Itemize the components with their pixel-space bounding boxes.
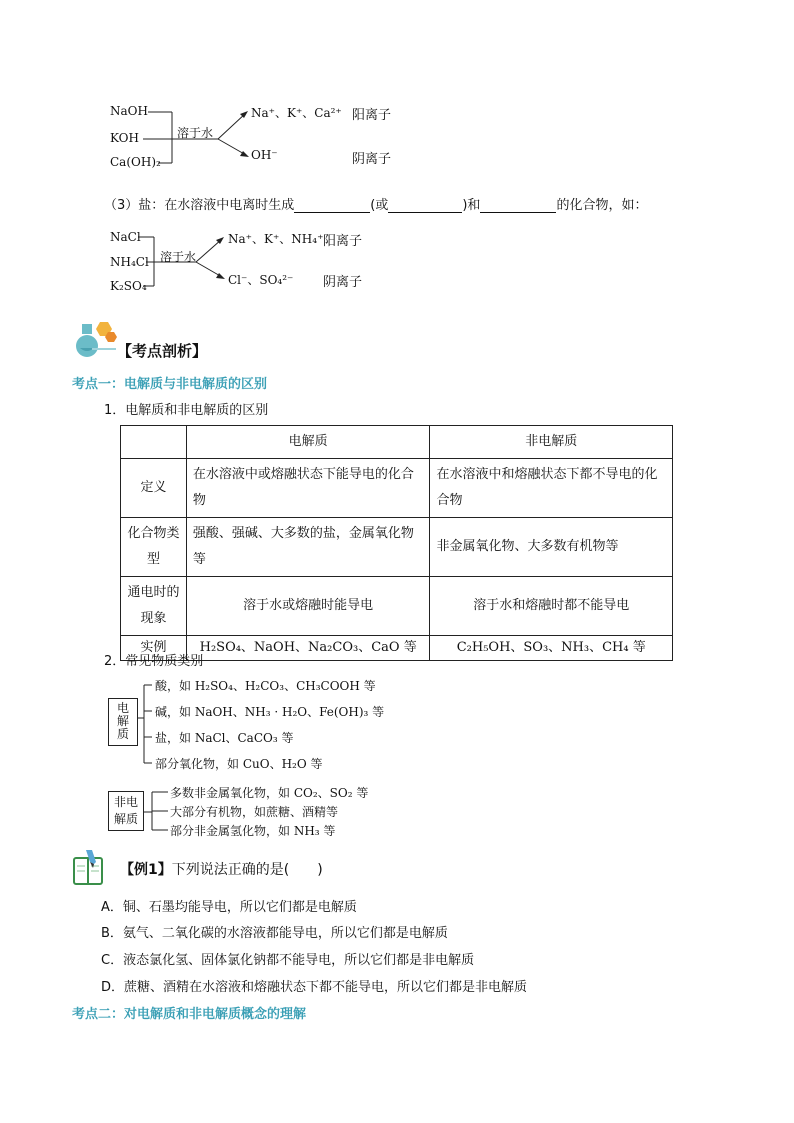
option-b[interactable]: B．氨气、二氧化碳的水溶液都能导电，所以它们都是电解质 [101,926,448,941]
class-item: 酸，如 H₂SO₄、H₂CO₃、CH₃COOH 等 [155,679,376,693]
option-c[interactable]: C．液态氯化氢、固体氯化钠都不能导电，所以它们都是非电解质 [101,953,475,968]
item1-heading: 1．电解质和非电解质的区别 [104,403,269,418]
answer-blank-1[interactable] [294,198,370,213]
nonelectrolyte-box-label: 非电解质 [113,795,138,826]
salt-definition-line [104,194,647,213]
table-cell: 实例 [121,636,187,661]
salt-item-nacl: NaCl [110,230,141,244]
nonelectrolyte-box [108,791,144,831]
class-item: 大部分有机物，如蔗糖、酒精等 [170,805,339,819]
salt-text-2: (或 [370,198,389,213]
comparison-table [120,425,673,661]
example-question-line [120,859,323,879]
point2-title: 考点二：对电解质和非电解质概念的理解 [72,1007,307,1022]
option-a[interactable]: A．铜、石墨均能导电，所以它们都是电解质 [101,900,357,915]
section-heading: 【考点剖析】 [117,342,208,360]
salt-cation-label: 阳离子 [323,234,363,249]
table-cell: 溶于水和熔融时都不能导电 [430,577,673,636]
electrolyte-box-label: 电解质 [116,701,129,741]
answer-blank-3[interactable] [480,198,556,213]
table-cell: H₂SO₄、NaOH、Na₂CO₃、CaO 等 [186,636,430,661]
salt-text-3: )和 [462,198,481,213]
salt-cations: Na⁺、K⁺、NH₄⁺ [228,232,324,246]
salt-item-k2so4: K₂SO₄ [110,279,147,293]
class-item: 多数非金属氧化物，如 CO₂、SO₂ 等 [170,786,369,800]
table-row [121,636,673,661]
class-item: 部分非金属氢化物，如 NH₃ 等 [170,824,336,838]
point1-title: 考点一：电解质与非电解质的区别 [72,377,268,392]
notebook-pencil-icon [72,848,106,886]
base-item-naoh: NaOH [110,104,148,118]
base-anions: OH⁻ [251,148,278,162]
table-cell: 在水溶液中和熔融状态下都不导电的化合物 [430,459,673,518]
flask-icon [72,318,118,358]
base-dissolve-label: 溶于水 [177,126,214,140]
class-item: 碱，如 NaOH、NH₃ · H₂O、Fe(OH)₃ 等 [155,705,385,719]
electrolyte-box [108,698,138,746]
table-cell: 通电时的现象 [121,577,187,636]
salt-text-4: 的化合物，如： [556,198,648,213]
base-item-caoh2: Ca(OH)₂ [110,155,161,169]
option-d[interactable]: D．蔗糖、酒精在水溶液和熔融状态下都不能导电，所以它们都是非电解质 [101,980,528,995]
class-item: 部分氧化物，如 CuO、H₂O 等 [155,757,323,771]
table-cell: 定义 [121,459,187,518]
table-cell: 在水溶液中或熔融状态下能导电的化合物 [186,459,430,518]
base-anion-label: 阴离子 [352,152,392,167]
salt-text-1: （3）盐：在水溶液中电离时生成 [104,198,295,213]
table-header-cell: 电解质 [186,426,430,459]
table-cell: 化合物类型 [121,518,187,577]
salt-dissolve-label: 溶于水 [160,250,197,264]
table-header-row [121,426,673,459]
base-cations: Na⁺、K⁺、Ca²⁺ [251,106,342,120]
item2-heading: 2．常见物质类别 [104,654,204,669]
answer-blank-2[interactable] [388,198,462,213]
example-label: 【例1】 [120,862,172,878]
table-cell: 强酸、强碱、大多数的盐，金属氧化物等 [186,518,430,577]
example-question: 下列说法正确的是( ) [171,862,323,878]
table-cell: 非金属氧化物、大多数有机物等 [430,518,673,577]
table-cell: C₂H₅OH、SO₃、NH₃、CH₄ 等 [430,636,673,661]
salt-anions: Cl⁻、SO₄²⁻ [228,273,294,287]
class-item: 盐，如 NaCl、CaCO₃ 等 [155,731,294,745]
table-row [121,577,673,636]
table-header-cell [121,426,187,459]
table-row [121,518,673,577]
table-cell: 溶于水或熔融时能导电 [186,577,430,636]
salt-item-nh4cl: NH₄Cl [110,255,149,269]
salt-anion-label: 阴离子 [323,275,363,290]
base-cation-label: 阳离子 [352,108,392,123]
table-row [121,459,673,518]
table-header-cell: 非电解质 [430,426,673,459]
base-item-koh: KOH [110,131,139,145]
